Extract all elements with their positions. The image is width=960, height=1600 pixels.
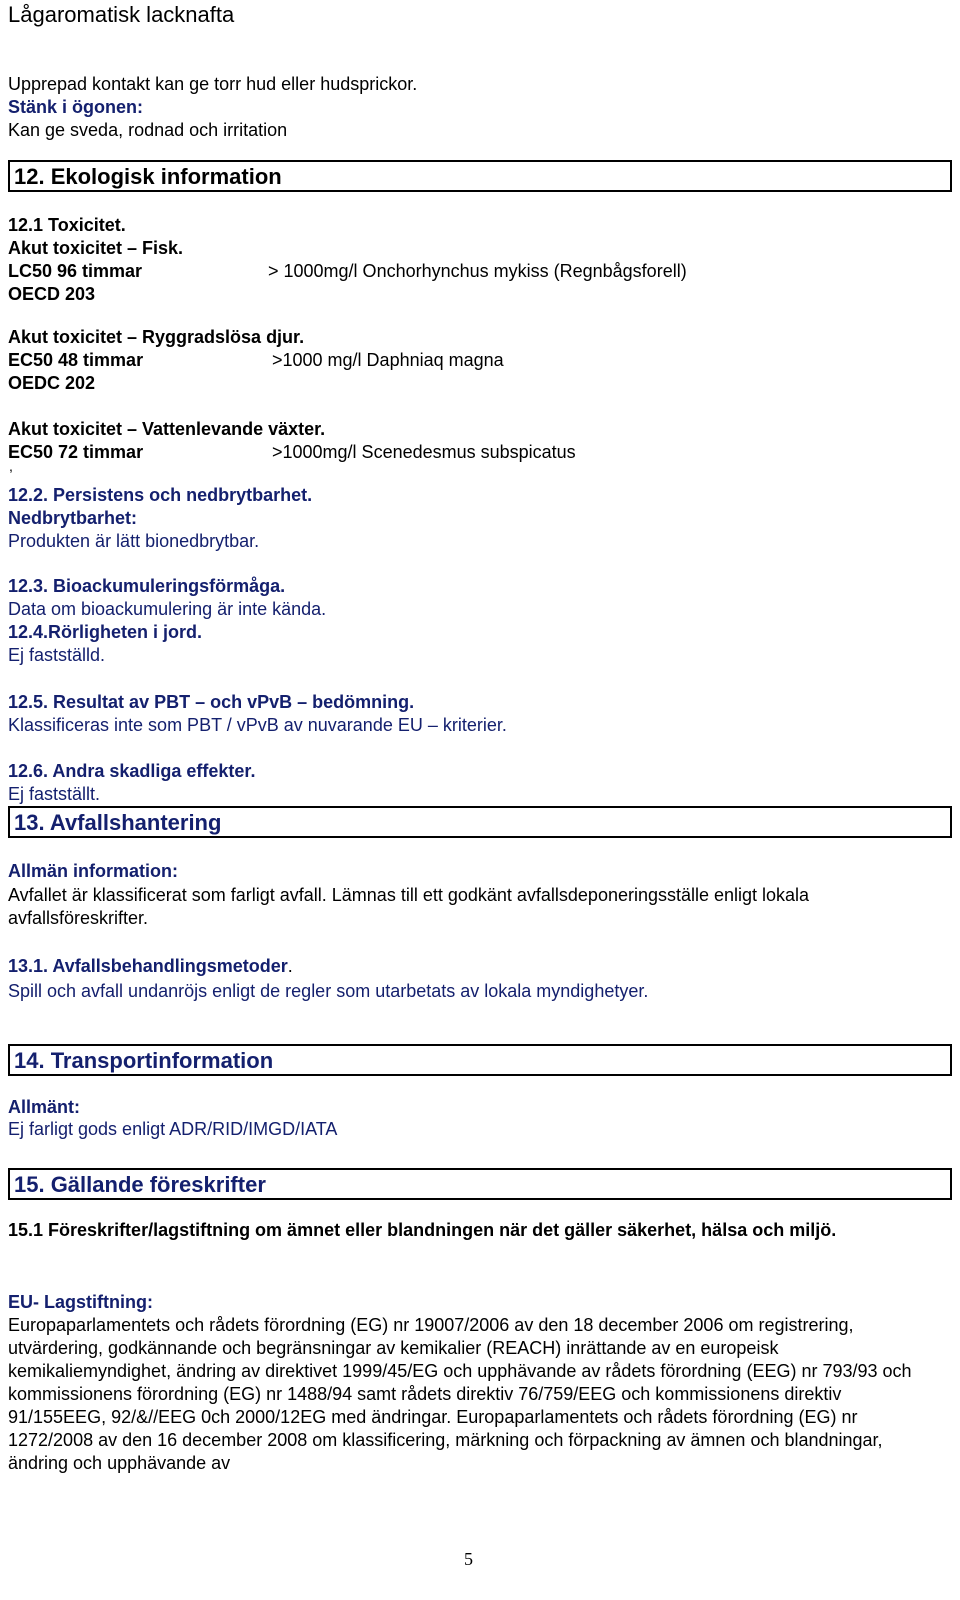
eu-legislation-label: EU- Lagstiftning: — [8, 1292, 153, 1312]
invertebrate-toxicity-title: Akut toxicitet – Ryggradslösa djur. — [8, 327, 305, 347]
waste-methods-title-dot: . — [287, 956, 293, 976]
waste-general-text: Avfallet är klassificerat som farligt avfall. Lämnas till ett godkänt avfallsdeponeringsställe enligt lokala avfallsföreskrifter. — [8, 885, 810, 928]
toxicity-title: 12.1 Toxicitet. — [8, 215, 126, 235]
transport-general-label: Allmänt: — [8, 1097, 80, 1117]
section-14-header — [8, 1044, 952, 1076]
other-effects-title: 12.6. Andra skadliga effekter. — [8, 761, 256, 781]
plant-value: >1000mg/l Scenedesmus subspicatus — [272, 442, 576, 462]
fish-test: LC50 96 timmar — [8, 261, 143, 281]
skin-contact-text: Upprepad kontakt kan ge torr hud eller hudsprickor. — [8, 74, 418, 94]
invertebrate-test: EC50 48 timmar — [8, 350, 144, 370]
eye-contact-text: Kan ge sveda, rodnad och irritation — [8, 120, 288, 140]
fish-method: OECD 203 — [8, 284, 96, 304]
invertebrate-value: >1000 mg/l Daphniaq magna — [272, 350, 504, 370]
plant-test: EC50 72 timmar — [8, 442, 144, 462]
section-15-header — [8, 1168, 952, 1200]
pbt-title: 12.5. Resultat av PBT – och vPvB – bedömning. — [8, 692, 415, 712]
section-14-title: 14. Transportinformation — [14, 1048, 274, 1073]
mobility-title: 12.4.Rörligheten i jord. — [8, 622, 203, 642]
section-15-title: 15. Gällande föreskrifter — [14, 1172, 266, 1197]
section-13-header — [8, 806, 952, 838]
page-number: 5 — [464, 1549, 473, 1569]
transport-general-text: Ej farligt gods enligt ADR/RID/IMGD/IATA — [8, 1119, 338, 1139]
bioaccumulation-title: 12.3. Bioackumuleringsförmåga. — [8, 576, 286, 596]
fish-toxicity-title: Akut toxicitet – Fisk. — [8, 238, 184, 258]
stray-mark: , — [9, 458, 13, 474]
section-12-title: 12. Ekologisk information — [14, 164, 282, 189]
eye-contact-label: Stänk i ögonen: — [8, 97, 143, 117]
persistence-title: 12.2. Persistens och nedbrytbarhet. — [8, 485, 313, 505]
invertebrate-method: OEDC 202 — [8, 373, 96, 393]
mobility-text: Ej fastställd. — [8, 645, 106, 665]
eu-legislation-text: Europaparlamentets och rådets förordning (EG) nr 19007/2006 av den 18 december 2006 om registrering, utvärdering, godkännande och begränsningar av kemikalier (REACH) inrättande av en europeisk kemikaliemyndighet, ändring av direktivet 1999/45/EG och upphävande av rådets förordning (EEG) nr 793/93 och kommissionens förordning (EG) nr 1488/94 samt rådets direktiv 76/759/EEG och kommissionens direktiv 91/155EEG, 92/&//EEG 0ch 2000/12EG med ändringar. Europaparlamentets och rådets förordning (EG) nr 1272/2008 av den 16 december 2008 om klassificering, märkning och förpackning av ämnen och blandningar, ändring och upphävande av — [8, 1315, 912, 1473]
waste-general-label: Allmän information: — [8, 861, 178, 881]
degradability-text: Produkten är lätt bionedbrytbar. — [8, 531, 260, 551]
waste-methods-title — [8, 955, 293, 977]
degradability-label: Nedbrytbarhet: — [8, 508, 138, 528]
waste-methods-text: Spill och avfall undanröjs enligt de regler som utarbetats av lokala myndighetyer. — [8, 981, 649, 1001]
other-effects-text: Ej fastställt. — [8, 784, 101, 804]
plant-toxicity-title: Akut toxicitet – Vattenlevande växter. — [8, 419, 326, 439]
section-12-header — [8, 160, 952, 192]
fish-value: > 1000mg/l Onchorhynchus mykiss (Regnbågsforell) — [268, 261, 687, 281]
pbt-text: Klassificeras inte som PBT / vPvB av nuvarande EU – kriterier. — [8, 715, 507, 735]
document-title: Lågaromatisk lacknafta — [8, 2, 235, 27]
bioaccumulation-text: Data om bioackumulering är inte kända. — [8, 599, 327, 619]
regulations-subtitle: 15.1 Föreskrifter/lagstiftning om ämnet eller blandningen när det gäller säkerhet, hälsa och miljö. — [8, 1220, 837, 1240]
waste-methods-title-text: 13.1. Avfallsbehandlingsmetoder — [8, 956, 288, 976]
section-13-title: 13. Avfallshantering — [14, 810, 222, 835]
